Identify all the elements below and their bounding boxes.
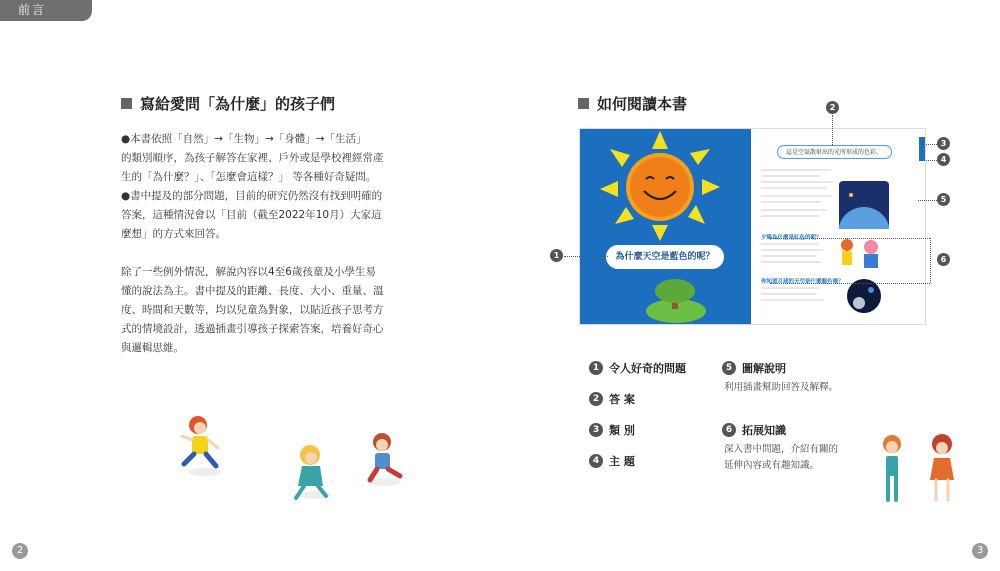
text-line	[761, 209, 827, 211]
book-right-page	[751, 129, 926, 325]
text-line	[761, 293, 816, 295]
section-tab-label: 前言	[18, 3, 47, 17]
legend-label: 拓展知識	[742, 424, 786, 437]
text-line	[761, 299, 823, 301]
legend-number: 3	[589, 423, 603, 437]
legend-item-4	[589, 453, 635, 469]
page-number-right: 3	[972, 543, 988, 559]
legend-desc-line: 延伸內容或有趣知識。	[724, 460, 820, 471]
legend-label: 圖解說明	[742, 362, 786, 375]
text-line	[761, 175, 821, 177]
legend-label: 答 案	[609, 393, 635, 406]
text-line	[761, 169, 831, 171]
text-line	[761, 243, 819, 245]
callout-line	[770, 238, 930, 239]
intro-paragraph-1	[121, 130, 384, 244]
callout-line	[564, 256, 608, 257]
left-section-title	[121, 93, 335, 114]
book-sample-spread	[579, 128, 926, 325]
callout-line	[918, 200, 937, 201]
book-left-page	[580, 129, 751, 325]
legend-desc-line: 深入書中問題，介紹有關的	[724, 444, 839, 455]
para-line: ●本書依照「自然」→「生物」→「身體」→「生活」	[121, 133, 367, 145]
callout-1: 1	[550, 249, 563, 262]
text-line	[761, 195, 831, 197]
text-line	[761, 181, 833, 183]
legend-label: 主 題	[609, 455, 635, 468]
para-line: ●書中提及的部分問題，目前的研究仍然沒有找到明確的	[121, 190, 383, 202]
para-line: 與邏輯思維。	[121, 342, 184, 354]
legend-item-2	[589, 391, 635, 407]
legend-item-5	[722, 360, 786, 376]
para-line: 除了一些例外情況，解說內容以4至6歲孩童及小學生易	[121, 266, 376, 278]
text-line	[761, 201, 821, 203]
right-title-text: 如何閱讀本書	[597, 95, 688, 113]
callout-line	[926, 160, 937, 161]
callout-3: 3	[937, 137, 950, 150]
legend-number: 5	[722, 361, 736, 375]
callout-line	[832, 115, 833, 145]
book-question-bubble: 為什麼天空是藍色的呢？	[606, 245, 724, 269]
callout-5: 5	[937, 193, 950, 206]
para-line: 的類別順序，為孩子解答在家裡、戶外或是學校裡經常產	[121, 152, 384, 164]
para-line: 麼想」的方式來回答。	[121, 228, 226, 240]
text-line	[761, 261, 821, 263]
text-line	[761, 255, 816, 257]
legend-item-1	[589, 360, 686, 376]
callout-4: 4	[937, 153, 950, 166]
legend-item-3	[589, 422, 635, 438]
callout-6: 6	[937, 253, 950, 266]
intro-paragraph-2	[121, 263, 384, 358]
earth-atmosphere-illustration	[839, 181, 889, 229]
legend-number: 2	[589, 392, 603, 406]
legend-6-description	[724, 442, 838, 474]
page-number-left: 2	[12, 543, 28, 559]
book-sub-question-2: 你知道月球的天空是什麼顏色嗎？	[761, 279, 844, 285]
square-bullet-icon	[578, 98, 589, 109]
left-title-text: 寫給愛問「為什麼」的孩子們	[140, 95, 336, 113]
para-line: 懂的說法為主。書中提及的距離、長度、大小、重量、溫	[121, 285, 384, 297]
para-line: 答案，這種情況會以「目前（截至2022年10月）大家這	[121, 209, 382, 221]
text-line	[761, 187, 827, 189]
text-line	[761, 249, 823, 251]
callout-line	[930, 238, 931, 283]
legend-number: 4	[589, 454, 603, 468]
standing-children-illustration	[870, 430, 970, 510]
text-line	[761, 215, 819, 217]
legend-number: 1	[589, 361, 603, 375]
text-line	[761, 287, 819, 289]
book-answer-box: 這是空氣散射出的光所形成的色彩。	[777, 145, 892, 159]
callout-line	[926, 144, 937, 145]
legend-label: 類 別	[609, 424, 635, 437]
right-section-title	[578, 93, 687, 114]
para-line: 度、時間和天數等，均以兒童為對象，以貼近孩子思考方	[121, 304, 384, 316]
moon-illustration	[847, 279, 881, 313]
legend-label: 令人好奇的問題	[609, 362, 686, 375]
kids-illustration	[835, 237, 885, 273]
square-bullet-icon	[121, 98, 132, 109]
book-category-tab	[919, 137, 926, 161]
legend-item-6	[722, 422, 786, 438]
legend-number: 6	[722, 423, 736, 437]
legend-5-description	[724, 380, 838, 396]
callout-2: 2	[826, 101, 839, 114]
running-children-illustration	[170, 410, 420, 510]
para-line: 式的情境設計，透過插畫引導孩子探索答案，培養好奇心	[121, 323, 384, 335]
para-line: 生的「為什麼？」、「怎麼會這樣？」 等各種好奇疑問。	[121, 171, 377, 183]
legend-desc-line: 利用插畫幫助回答及解釋。	[724, 382, 839, 393]
book-sub-question-1: 夕陽為什麼是紅色的呢？	[761, 235, 822, 241]
callout-line	[770, 283, 930, 284]
section-tab	[0, 0, 92, 21]
sun-tree-illustration	[580, 129, 751, 325]
